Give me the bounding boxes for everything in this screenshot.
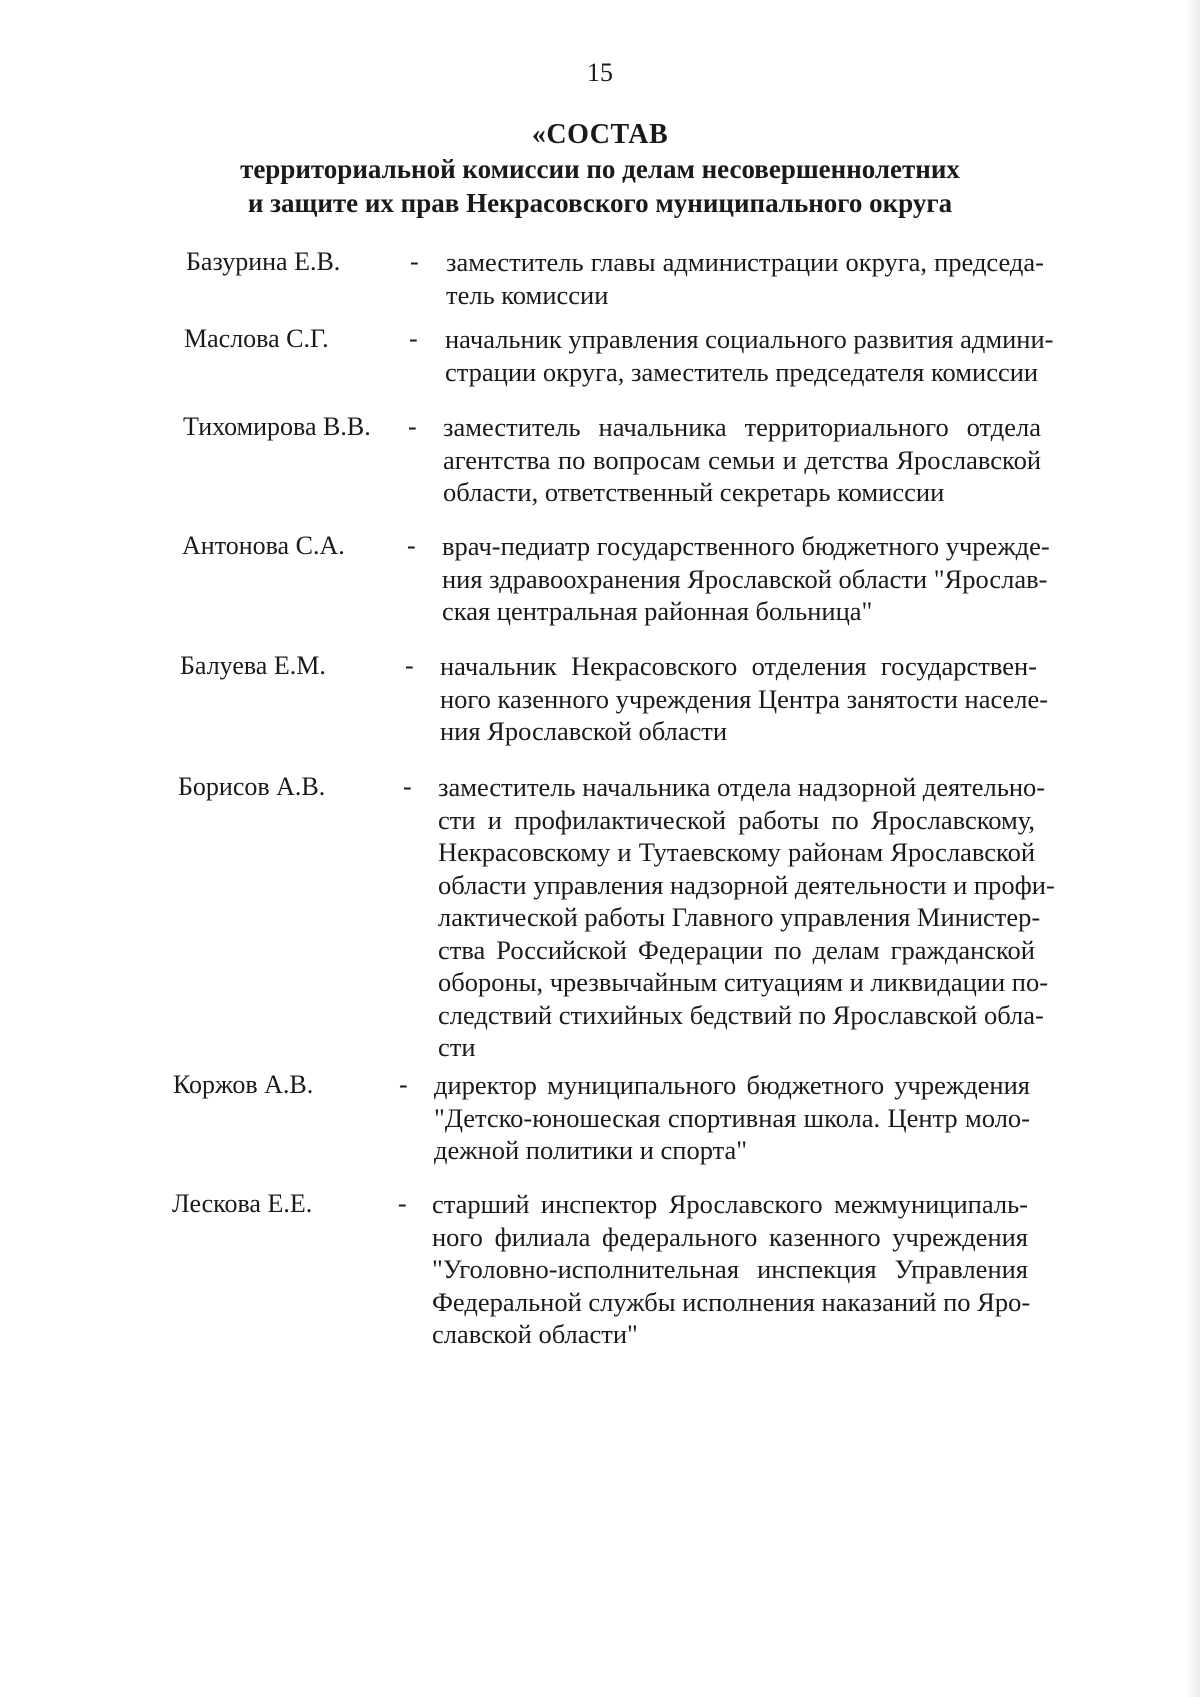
title-line-2: территориальной комиссии по делам несовершеннолетних xyxy=(240,154,960,184)
member-role-line: ного филиала федерального казенного учреждения xyxy=(432,1221,1028,1252)
member-dash: - xyxy=(410,247,419,276)
member-role-line: обороны, чрезвычайным ситуациям и ликвидации по- xyxy=(438,967,1049,997)
member-dash: - xyxy=(405,651,414,680)
member-role xyxy=(438,771,1055,1064)
member-role-line: заместитель главы администрации округа, председа- xyxy=(446,247,1044,277)
member-role-line: Федеральной службы исполнения наказаний по Яро- xyxy=(432,1286,1031,1317)
member-name: Борисов А.В. xyxy=(178,772,326,801)
member-role xyxy=(443,411,1041,509)
member-name: Лескова Е.Е. xyxy=(172,1189,313,1218)
member-role-line: лактической работы Главного управления Министер- xyxy=(438,902,1041,932)
member-role-line: "Уголовно-исполнительная инспекция Управления xyxy=(432,1254,1028,1284)
member-role xyxy=(432,1188,1031,1351)
member-role-line: области, ответственный секретарь комиссии xyxy=(443,477,945,507)
member-role-line: начальник управления социального развития админи- xyxy=(445,324,1054,354)
member-role-line: страции округа, заместитель председателя комиссии xyxy=(445,356,1039,387)
member-dash: - xyxy=(408,412,417,441)
scan-edge-shadow xyxy=(1186,0,1200,1697)
member-role-line: дежной политики и спорта" xyxy=(434,1135,748,1165)
member-role-line: ния здравоохранения Ярославской области "Ярослав- xyxy=(442,563,1048,594)
member-name: Коржов А.В. xyxy=(173,1070,314,1099)
member-name: Антонова С.А. xyxy=(182,531,345,560)
member-role-line: славской области" xyxy=(432,1319,638,1349)
member-role-line: сти xyxy=(438,1032,476,1062)
member-name: Маслова С.Г. xyxy=(184,324,329,353)
member-role-line: ния Ярославской области xyxy=(440,716,728,746)
member-role xyxy=(434,1069,1030,1167)
title-line-3: и защите их прав Некрасовского муниципального округа xyxy=(247,188,953,218)
page-number: 15 xyxy=(587,58,613,87)
member-dash: - xyxy=(409,324,418,353)
title-line-1: «СОСТАВ xyxy=(531,119,669,150)
member-name: Тихомирова В.В. xyxy=(183,412,371,441)
member-role-line: сти и профилактической работы по Ярославскому, xyxy=(438,804,1035,835)
member-dash: - xyxy=(407,531,416,560)
member-role-line: врач-педиатр государственного бюджетного учрежде- xyxy=(442,531,1050,561)
member-role xyxy=(442,530,1050,628)
member-role-line: директор муниципального бюджетного учреждения xyxy=(434,1070,1030,1100)
member-role xyxy=(445,323,1054,388)
member-role-line: старший инспектор Ярославского межмуниципаль- xyxy=(432,1189,1028,1219)
member-role-line: агентства по вопросам семьи и детства Ярославской xyxy=(443,444,1041,475)
member-role-line: заместитель начальника территориального отдела xyxy=(443,412,1041,442)
member-role-line: Некрасовскому и Тутаевскому районам Ярославской xyxy=(438,837,1035,867)
member-role xyxy=(440,650,1049,748)
member-dash: - xyxy=(399,1070,408,1099)
member-role-line: ного казенного учреждения Центра занятости населе- xyxy=(440,683,1049,714)
member-role xyxy=(446,246,1044,311)
member-role-line: ская центральная районная больница" xyxy=(442,596,873,626)
document-title xyxy=(0,118,1200,220)
member-dash: - xyxy=(398,1189,407,1218)
member-role-line: тель комиссии xyxy=(446,279,609,310)
member-name: Базурина Е.В. xyxy=(186,247,341,276)
member-role-line: "Детско-юношеская спортивная школа. Центр моло- xyxy=(434,1102,1030,1133)
member-role-line: следствий стихийных бедствий по Ярославской обла- xyxy=(438,999,1044,1030)
member-name: Балуева Е.М. xyxy=(180,651,326,680)
member-role-line: начальник Некрасовского отделения государствен- xyxy=(440,651,1037,681)
member-role-line: заместитель начальника отдела надзорной деятельно- xyxy=(438,772,1046,802)
member-role-line: ства Российской Федерации по делам гражданской xyxy=(438,934,1035,965)
member-dash: - xyxy=(403,772,412,801)
member-role-line: области управления надзорной деятельности и профи- xyxy=(438,869,1055,900)
